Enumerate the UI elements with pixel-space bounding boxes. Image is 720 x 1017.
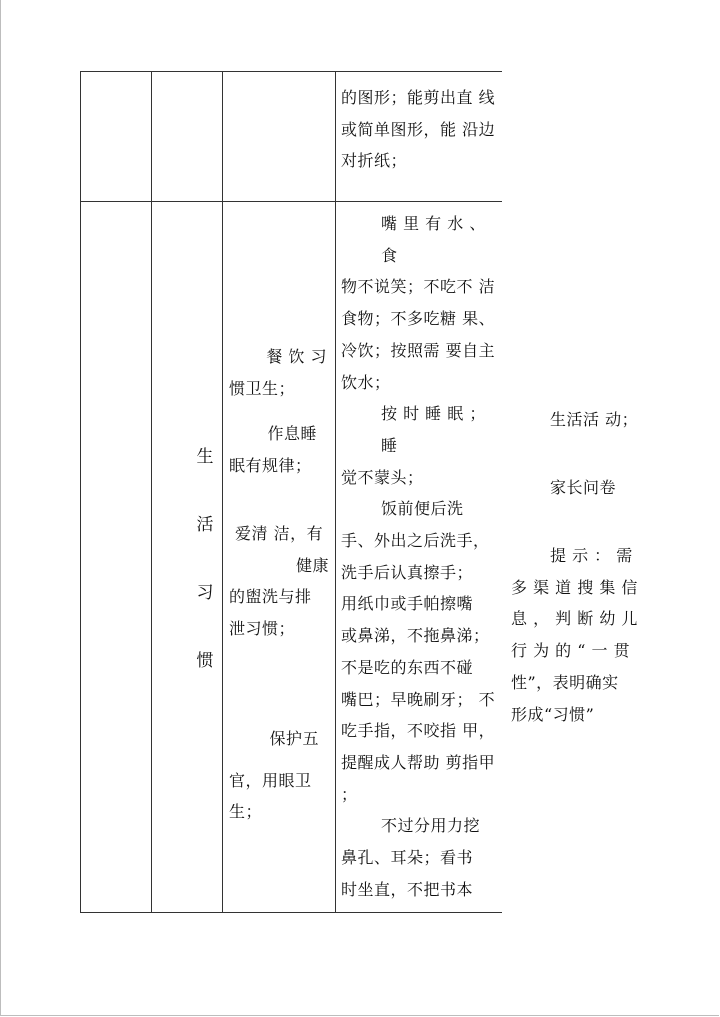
goal-line: 保护五 <box>269 729 319 748</box>
content-line: 按 时 睡 眠 ； 睡 <box>381 404 486 455</box>
goal-line: 爱清 洁，有 <box>235 524 324 543</box>
method-tips <box>511 540 661 730</box>
content-line: 鼻孔、耳朵；看书 <box>341 848 474 868</box>
row1-content-cell <box>341 82 501 177</box>
goal-item-sleep <box>229 418 333 481</box>
category-char: 活 <box>196 515 214 535</box>
goal-item-hygiene <box>229 518 333 645</box>
category-char: 习 <box>196 583 214 603</box>
goal-line: 惯卫生； <box>229 378 296 398</box>
category-vertical-title <box>193 443 217 715</box>
content-line: 饮水； <box>341 372 391 392</box>
content-line: 食物；不多吃糖 果、 <box>341 309 496 329</box>
goal-line: 健康 <box>295 555 329 575</box>
content-line: 或鼻涕，不拖鼻涕； <box>341 626 490 646</box>
goal-line: 餐 饮 习 <box>266 347 327 366</box>
goal-item-diet <box>229 341 333 404</box>
row1-content-line: 对折纸； <box>341 151 408 171</box>
tip-line: 多 渠 道 搜 集 信 <box>511 577 638 597</box>
row-divider <box>80 201 502 202</box>
content-line: 饭前便后洗 <box>381 499 464 519</box>
content-line: 觉不蒙头； <box>341 467 424 487</box>
content-line: 用纸巾或手帕擦嘴 <box>341 594 474 614</box>
tip-line: 性”，表明确实 <box>511 672 619 692</box>
table-top-border <box>80 71 502 72</box>
method-activity: 生活活 动； <box>550 410 639 429</box>
goal-line: 泄习惯； <box>229 619 296 639</box>
content-line: 物不说笑；不吃不 洁 <box>341 277 496 297</box>
column-line-3 <box>222 71 223 913</box>
content-line: ； <box>341 784 358 804</box>
content-line: 手、外出之后洗手， <box>341 531 490 551</box>
row1-content-line: 的图形；能剪出直 线 <box>341 88 496 107</box>
row1-content-line: 或简单图形，能 沿边 <box>341 119 496 139</box>
category-char: 生 <box>196 447 214 467</box>
content-line: 吃手指，不咬指 甲， <box>341 721 496 741</box>
content-line: 嘴巴；早晚刷牙； 不 <box>341 689 496 709</box>
goal-line: 的盥洗与排 <box>229 587 312 607</box>
content-line: 时坐直，不把书本 <box>341 879 474 899</box>
content-line: 嘴 里 有 水 、 食 <box>381 214 486 265</box>
goal-line: 眠有规律； <box>229 455 312 475</box>
content-line: 不过分用力挖 <box>381 816 481 836</box>
tip-line: 息 ， 判 断 幼 儿 <box>511 609 638 629</box>
method-questionnaire: 家长问卷 <box>550 478 617 497</box>
category-char: 惯 <box>196 651 214 671</box>
column-line-1 <box>80 71 81 913</box>
goal-item-senses <box>229 723 333 828</box>
column-line-4 <box>335 71 336 913</box>
table-bottom-border <box>80 912 502 913</box>
column-line-2 <box>151 71 152 913</box>
content-line: 洗手后认真擦手； <box>341 562 474 582</box>
content-line: 冷饮；按照需 要自主 <box>341 340 496 360</box>
goal-line: 作息睡 <box>267 424 317 443</box>
content-line: 不是吃的东西不碰 <box>341 657 474 677</box>
content-line: 提醒成人帮助 剪指甲 <box>341 752 496 772</box>
goal-line: 生； <box>229 802 263 822</box>
tip-line: 提 示 ： 需 <box>550 546 633 565</box>
goal-line: 官，用眼卫 <box>229 770 312 790</box>
tip-line: 行 为 的 “ 一 贯 <box>511 641 631 661</box>
tip-line: 形成“习惯” <box>511 704 595 724</box>
row2-content-cell <box>341 208 501 905</box>
